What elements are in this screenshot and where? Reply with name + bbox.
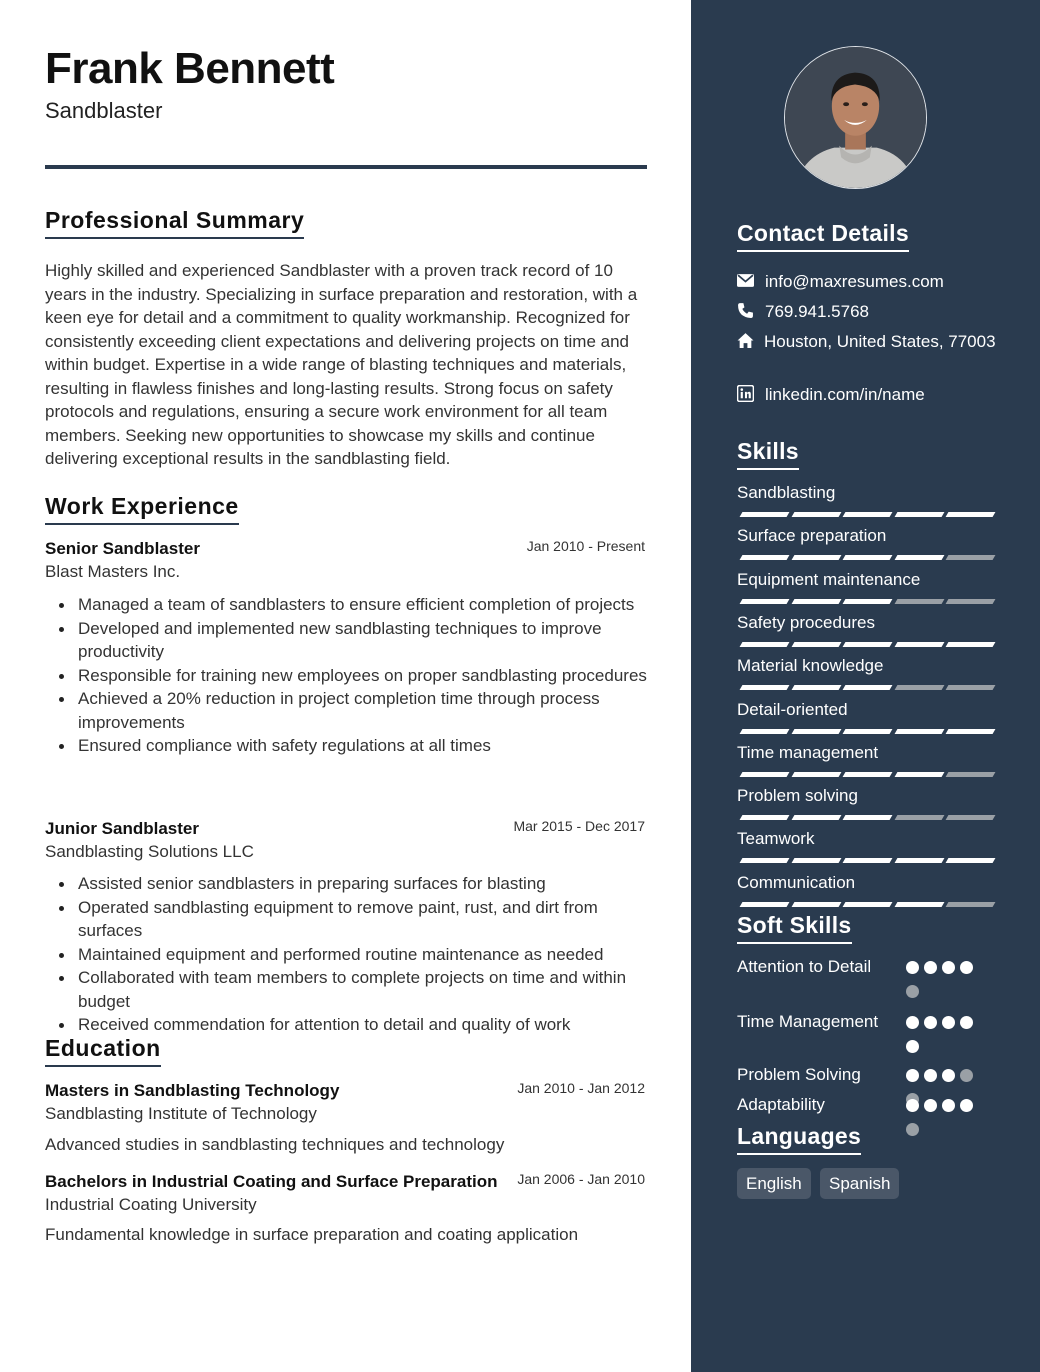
skills-heading: Skills <box>737 438 799 470</box>
skill-level-segment-filled <box>843 599 893 604</box>
summary-heading: Professional Summary <box>45 207 304 239</box>
rating-dot-filled <box>960 1099 973 1112</box>
phone-icon <box>737 302 754 319</box>
soft-skill-name: Attention to Detail <box>737 957 872 976</box>
job-bullet: Managed a team of sandblasters to ensure efficient completion of projects <box>78 593 648 617</box>
rating-dot-filled <box>924 1099 937 1112</box>
skill-level-segment-filled <box>843 858 893 863</box>
job-bullet: Operated sandblasting equipment to remove paint, rust, and dirt from surfaces <box>78 896 648 943</box>
soft-skill-name: Time Management <box>737 1012 879 1031</box>
rating-dot-filled <box>906 1040 919 1053</box>
skill-level-bar <box>737 599 993 605</box>
skill-level-segment-filled <box>946 512 996 517</box>
skill-level-segment-empty <box>894 599 944 604</box>
degree-date: Jan 2006 - Jan 2010 <box>517 1171 645 1187</box>
home-icon <box>737 332 754 349</box>
rating-dot-filled <box>942 1069 955 1082</box>
skill-level-segment-filled <box>791 642 841 647</box>
skill-level-segment-filled <box>740 599 790 604</box>
job-bullet: Responsible for training new employees on proper sandblasting procedures <box>78 664 648 688</box>
skill-name: Sandblasting <box>737 483 836 502</box>
rating-dot-empty <box>906 1123 919 1136</box>
skill-name: Detail-oriented <box>737 699 848 719</box>
skill-level-segment-filled <box>740 512 790 517</box>
degree-description: Fundamental knowledge in surface preparation and coating application <box>45 1225 579 1244</box>
skill-level-segment-filled <box>843 555 893 560</box>
skill-level-segment-empty <box>894 815 944 820</box>
rating-dot-filled <box>906 1099 919 1112</box>
skill-level-bar <box>737 729 993 735</box>
address-text: Houston, United States, 77003 <box>764 332 996 351</box>
header-divider <box>45 165 647 169</box>
skill-level-segment-filled <box>740 858 790 863</box>
job-bullet: Received commendation for attention to detail and quality of work <box>78 1013 648 1037</box>
skill-level-segment-filled <box>894 858 944 863</box>
skill-level-segment-filled <box>843 729 893 734</box>
linkedin-icon <box>737 385 754 402</box>
job-date: Mar 2015 - Dec 2017 <box>513 818 645 834</box>
profile-photo <box>784 46 927 189</box>
profile-photo-illustration <box>785 47 926 188</box>
job-company: Blast Masters Inc. <box>45 562 181 581</box>
skill-level-bar <box>737 815 993 821</box>
skill-level-segment-empty <box>946 772 996 777</box>
skill-level-segment-filled <box>740 685 790 690</box>
skill-level-segment-filled <box>791 512 841 517</box>
job-bullet: Developed and implemented new sandblasting techniques to improve productivity <box>78 617 648 664</box>
skill-level-bar <box>737 555 993 561</box>
rating-dot-filled <box>906 1016 919 1029</box>
skill-level-segment-filled <box>843 815 893 820</box>
phone-text: 769.941.5768 <box>765 302 869 321</box>
skill-level-bar <box>737 772 993 778</box>
skill-level-segment-filled <box>946 729 996 734</box>
job-date: Jan 2010 - Present <box>526 538 645 554</box>
skill-name: Material knowledge <box>737 656 884 676</box>
skill-level-segment-filled <box>791 685 841 690</box>
skill-level-segment-filled <box>740 772 790 777</box>
skill-level-segment-filled <box>894 555 944 560</box>
job-bullet: Collaborated with team members to complete projects on time and within budget <box>78 966 648 1013</box>
degree-title: Bachelors in Industrial Coating and Surface Preparation <box>45 1172 498 1191</box>
email-text: info@maxresumes.com <box>765 272 944 291</box>
school-name: Industrial Coating University <box>45 1195 257 1214</box>
rating-dot-filled <box>924 961 937 974</box>
skill-level-segment-filled <box>843 685 893 690</box>
rating-dot-filled <box>906 961 919 974</box>
candidate-name: Frank Bennett <box>45 44 335 93</box>
job-bullet: Maintained equipment and performed routine maintenance as needed <box>78 943 648 967</box>
skill-level-segment-filled <box>740 555 790 560</box>
skill-level-bar <box>737 685 993 691</box>
skill-level-segment-filled <box>946 642 996 647</box>
skill-level-segment-filled <box>894 642 944 647</box>
job-title: Senior Sandblaster <box>45 539 200 558</box>
degree-description: Advanced studies in sandblasting techniques and technology <box>45 1135 505 1154</box>
sidebar <box>691 0 1040 1372</box>
language-chip: Spanish <box>820 1168 899 1199</box>
skill-level-segment-filled <box>740 642 790 647</box>
soft-skills-heading: Soft Skills <box>737 912 852 944</box>
languages-heading: Languages <box>737 1123 861 1155</box>
degree-title: Masters in Sandblasting Technology <box>45 1081 340 1100</box>
skill-level-segment-filled <box>791 729 841 734</box>
skill-level-segment-empty <box>946 815 996 820</box>
skill-name: Problem solving <box>737 786 858 806</box>
rating-dot-filled <box>924 1069 937 1082</box>
skill-level-segment-filled <box>894 902 944 907</box>
skill-level-segment-filled <box>843 642 893 647</box>
rating-dot-filled <box>942 1099 955 1112</box>
skill-level-segment-filled <box>791 555 841 560</box>
skill-level-bar <box>737 858 993 864</box>
rating-dot-filled <box>960 961 973 974</box>
skill-level-segment-filled <box>843 512 893 517</box>
linkedin-text: linkedin.com/in/name <box>765 385 925 404</box>
skill-level-segment-filled <box>791 772 841 777</box>
job-company: Sandblasting Solutions LLC <box>45 842 254 861</box>
skill-name: Communication <box>737 872 856 892</box>
skill-level-segment-empty <box>946 555 996 560</box>
skill-level-bar <box>737 642 993 648</box>
skill-level-segment-empty <box>946 685 996 690</box>
soft-skill-name: Problem Solving <box>737 1065 861 1084</box>
skill-name: Teamwork <box>737 829 815 849</box>
rating-dot-filled <box>960 1016 973 1029</box>
skill-level-segment-filled <box>894 729 944 734</box>
skill-level-segment-filled <box>894 772 944 777</box>
skill-level-segment-filled <box>740 902 790 907</box>
contact-heading: Contact Details <box>737 220 909 252</box>
job-bullets <box>78 593 648 758</box>
job-bullet: Assisted senior sandblasters in preparing surfaces for blasting <box>78 872 648 896</box>
skill-level-segment-empty <box>946 902 996 907</box>
rating-dot-empty <box>906 985 919 998</box>
summary-text: Highly skilled and experienced Sandblaster with a proven track record of 10 years in the industry. Specializing in surface preparation and restoration, with a keen eye for detail and a commitment to quality workmanship. Recognized for consistently exceeding client expectations and delivering projects on time and within budget. Expertise in a wide range of blasting techniques and materials, resulting in flawless finishes and long-lasting results. Strong focus on safety protocols and regulations, ensuring a secure work environment for all team members. Seeking new opportunities to showcase my skills and continue delivering exceptional results in the sandblasting field. <box>45 261 638 468</box>
skill-level-segment-filled <box>791 902 841 907</box>
soft-skill-name: Adaptability <box>737 1095 825 1114</box>
rating-dot-empty <box>960 1069 973 1082</box>
envelope-icon <box>737 272 754 289</box>
skill-level-segment-filled <box>740 815 790 820</box>
job-bullet: Ensured compliance with safety regulations at all times <box>78 734 648 758</box>
skill-name: Time management <box>737 742 879 762</box>
rating-dot-filled <box>906 1069 919 1082</box>
skill-level-segment-filled <box>946 858 996 863</box>
rating-dot-filled <box>942 961 955 974</box>
skill-name: Equipment maintenance <box>737 569 921 589</box>
candidate-role: Sandblaster <box>45 98 163 123</box>
skill-name: Surface preparation <box>737 526 887 546</box>
job-bullets <box>78 872 648 1037</box>
skill-level-segment-filled <box>740 729 790 734</box>
skill-name: Safety procedures <box>737 612 875 632</box>
rating-dot-filled <box>924 1016 937 1029</box>
language-chip: English <box>737 1168 811 1199</box>
skill-level-segment-empty <box>946 599 996 604</box>
skill-level-bar <box>737 512 993 518</box>
education-heading: Education <box>45 1035 161 1067</box>
skill-level-bar <box>737 902 993 908</box>
skill-level-segment-empty <box>894 685 944 690</box>
rating-dot-filled <box>942 1016 955 1029</box>
job-title: Junior Sandblaster <box>45 819 199 838</box>
skill-level-segment-filled <box>843 902 893 907</box>
skill-level-segment-filled <box>791 599 841 604</box>
skill-level-segment-filled <box>843 772 893 777</box>
skill-level-segment-filled <box>791 858 841 863</box>
experience-heading: Work Experience <box>45 493 239 525</box>
school-name: Sandblasting Institute of Technology <box>45 1104 317 1123</box>
skill-level-segment-filled <box>894 512 944 517</box>
job-bullet: Achieved a 20% reduction in project completion time through process improvements <box>78 687 648 734</box>
degree-date: Jan 2010 - Jan 2012 <box>517 1080 645 1096</box>
skill-level-segment-filled <box>791 815 841 820</box>
